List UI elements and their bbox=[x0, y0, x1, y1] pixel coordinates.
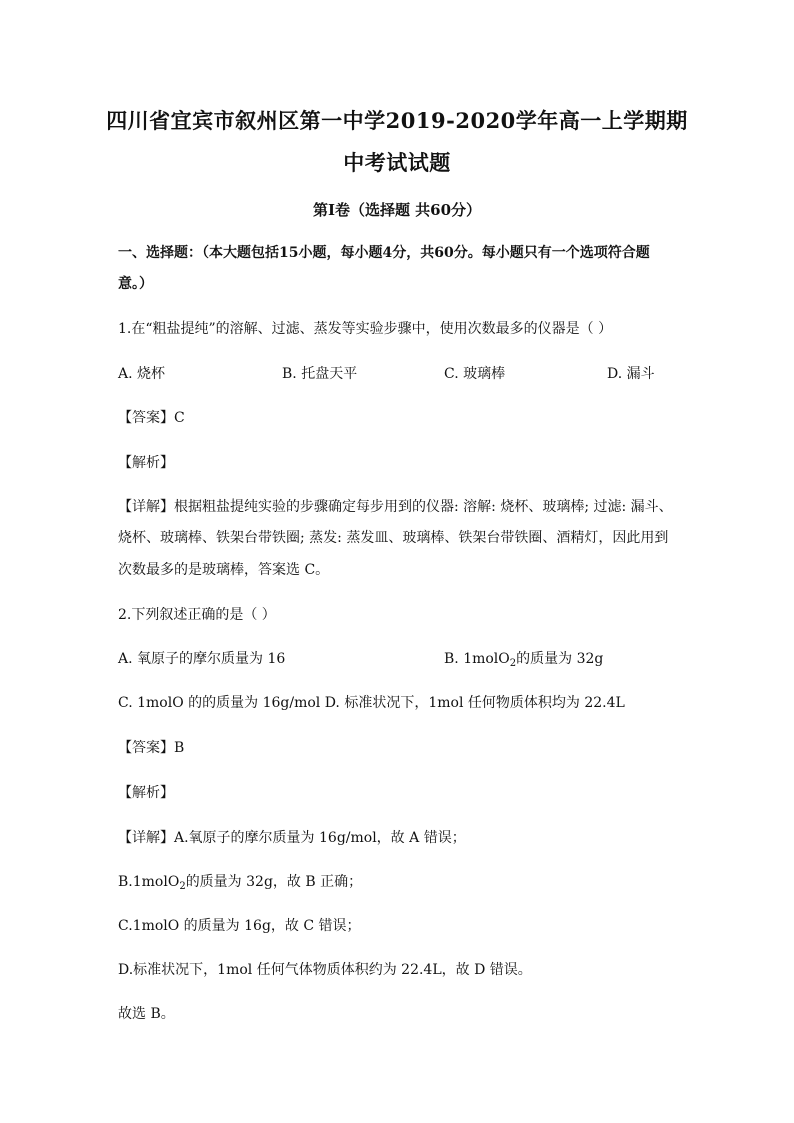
q2-analysis-label: 【解析】 bbox=[118, 785, 174, 801]
q2-detail-b-subscript: 2 bbox=[179, 881, 186, 892]
q2-stem: 2.下列叙述正确的是（ ） bbox=[118, 607, 276, 623]
q2-detail-b-text: B.1molO bbox=[118, 874, 180, 890]
q2-detail-b bbox=[118, 872, 362, 892]
q1-option-a: A. 烧杯 bbox=[118, 366, 166, 382]
instructions-line-1: 一、选择题：（本大题包括15小题，每小题4分，共60分。每小题只有一个选项符合题 bbox=[118, 245, 650, 261]
q1-option-d: D. 漏斗 bbox=[607, 366, 655, 382]
q2-detail-d: D.标准状况下，1mol 任何气体物质体积约为 22.4L，故 D 错误。 bbox=[118, 962, 532, 978]
q2-detail-a: 【详解】A.氧原子的摩尔质量为 16g/mol，故 A 错误； bbox=[118, 830, 466, 846]
doc-title-line-2: 中考试试题 bbox=[343, 150, 451, 175]
section-header: 第Ⅰ卷（选择题 共60分） bbox=[312, 201, 482, 219]
q1-option-b: B. 托盘天平 bbox=[282, 366, 358, 382]
q2-option-b bbox=[444, 649, 603, 669]
q2-answer: 【答案】B bbox=[118, 740, 185, 756]
q2-detail-b-text-end: 的质量为 32g，故 B 正确； bbox=[185, 874, 363, 890]
q2-option-b-text-end: 的质量为 32g bbox=[516, 651, 604, 667]
q2-conclusion: 故选 B。 bbox=[118, 1006, 175, 1022]
q1-detail-line-3: 次数最多的是玻璃棒，答案选 C。 bbox=[118, 562, 330, 578]
q2-options-cd: C. 1molO 的的质量为 16g/mol D. 标准状况下，1mol 任何物质体积均为 22.4L bbox=[118, 695, 625, 711]
q1-detail-line-1: 【详解】根据粗盐提纯实验的步骤确定每步用到的仪器: 溶解: 烧杯、玻璃棒; 过滤: 漏斗、 bbox=[118, 499, 673, 515]
q1-stem: 1.在“粗盐提纯”的溶解、过滤、蒸发等实验步骤中，使用次数最多的仪器是（ ） bbox=[118, 321, 613, 337]
q2-detail-c: C.1molO 的质量为 16g，故 C 错误； bbox=[118, 918, 361, 934]
instructions-line-2: 意。） bbox=[118, 276, 153, 292]
doc-title-line-1: 四川省宜宾市叙州区第一中学2019-2020学年高一上学期期 bbox=[106, 108, 688, 133]
q2-option-b-text: B. 1molO bbox=[444, 651, 510, 667]
q1-detail-line-2: 烧杯、玻璃棒、铁架台带铁圈; 蒸发: 蒸发皿、玻璃棒、铁架台带铁圈、酒精灯，因此用到 bbox=[118, 530, 669, 546]
q2-option-b-subscript: 2 bbox=[509, 658, 517, 669]
q1-option-c: C. 玻璃棒 bbox=[444, 366, 506, 382]
q1-analysis-label: 【解析】 bbox=[118, 455, 174, 471]
q2-option-a: A. 氧原子的摩尔质量为 16 bbox=[118, 651, 286, 667]
q1-answer: 【答案】C bbox=[118, 410, 185, 426]
